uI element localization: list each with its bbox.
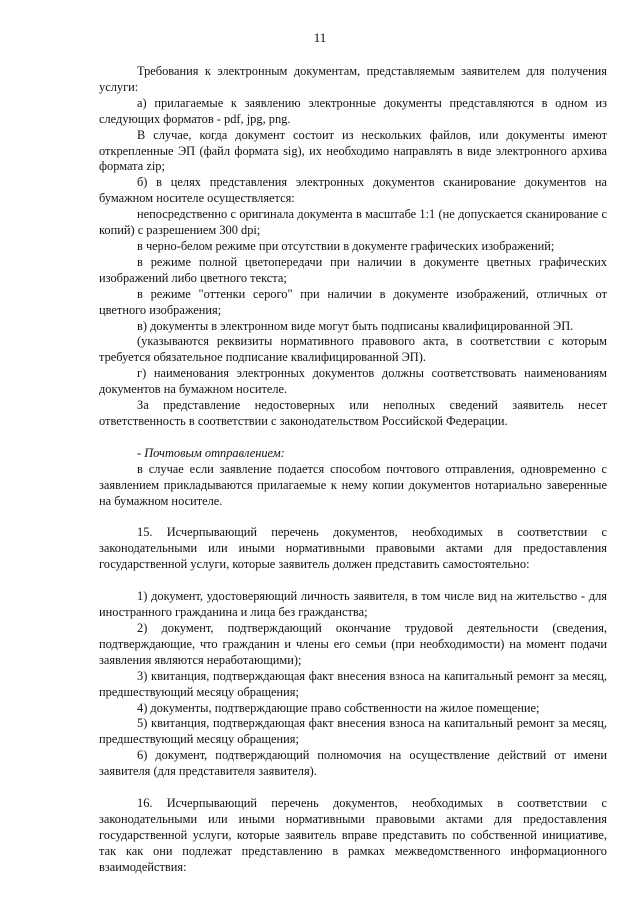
paragraph-formats: а) прилагаемые к заявлению электронные документы представляются в одном из следующих форматов - pdf, jpg, png. [99, 95, 607, 126]
paragraph-postal: в случае если заявление подается способом почтового отправления, одновременно с заявлением прикладываются прилагаемые к нему копии документов нотариально заверенные на бумажном носителе. [99, 461, 607, 508]
paragraph-postal-heading: - Почтовым отправлением: [137, 445, 285, 460]
list-item-4: 4) документы, подтверждающие право собственности на жилое помещение; [137, 700, 540, 715]
paragraph-section-16: 16. Исчерпывающий перечень документов, необходимых в соответствии с законодательными или иными нормативными правовыми актами для предоставления государственной услуги, которые заявитель вправе представить по собственной инициативе, так как они подлежат представлению в рамках межведомственного информационного взаимодействия: [99, 796, 607, 874]
paragraph-scan-original: непосредственно с оригинала документа в масштабе 1:1 (не допускается сканирование с копий) с разрешением 300 dpi; [99, 207, 607, 238]
list-item-1: 1) документ, удостоверяющий личность заявителя, в том числе вид на жительство - для иностранного гражданина и лица без гражданства; [99, 589, 607, 620]
paragraph-scan-grayscale: в режиме "оттенки серого" при наличии в документе изображений, отличных от цветного изображения; [99, 286, 607, 317]
paragraph-signature: в) документы в электронном виде могут быть подписаны квалифицированной ЭП. [137, 318, 574, 333]
paragraph-section-15: 15. Исчерпывающий перечень документов, необходимых в соответствии с законодательными или иными нормативными правовыми актами для предоставления государственной услуги, которые заявитель должен представить самостоятельно: [99, 525, 607, 572]
list-item-3: 3) квитанция, подтверждающая факт внесения взноса на капитальный ремонт за месяц, предшествующий месяцу обращения; [99, 668, 607, 699]
page-number: 11 [313, 30, 327, 45]
paragraph-legal-act: (указываются реквизиты нормативного правового акта, в соответствии с которым требуется обязательное подписание квалифицированной ЭП). [99, 334, 607, 365]
paragraph-requirements: Требования к электронным документам, представляемым заявителем для получения услуги: [99, 64, 607, 94]
paragraph-scanning: б) в целях представления электронных документов сканирование документов на бумажном носителе осуществляется: [99, 175, 607, 206]
list-item-5: 5) квитанция, подтверждающая факт внесения взноса на капитальный ремонт за месяц, предшествующий месяцу обращения; [99, 716, 607, 747]
list-item-2: 2) документ, подтверждающий окончание трудовой деятельности (сведения, подтверждающие, что гражданин и члены его семьи (при необходимости) на момент подачи заявления являются неработающими); [99, 621, 607, 667]
paragraph-scan-bw: в черно-белом режиме при отсутствии в документе графических изображений; [137, 238, 555, 253]
paragraph-scan-color: в режиме полной цветопередачи при наличии в документе цветных графических изображений либо цветного текста; [99, 254, 607, 285]
paragraph-responsibility: За представление недостоверных или неполных сведений заявитель несет ответственность в соответствии с законодательством Российской Федерации. [99, 398, 607, 428]
list-item-6: 6) документ, подтверждающий полномочия на осуществление действий от имени заявителя (для представителя заявителя). [99, 748, 607, 779]
paragraph-file-names: г) наименования электронных документов должны соответствовать наименованиям документов на бумажном носителе. [99, 366, 607, 397]
document-body [99, 64, 607, 876]
paragraph-multiple-files: В случае, когда документ состоит из нескольких файлов, или документы имеют открепленные ЭП (файл формата sig), их необходимо направлять в виде электронного архива формата zip; [99, 127, 607, 174]
